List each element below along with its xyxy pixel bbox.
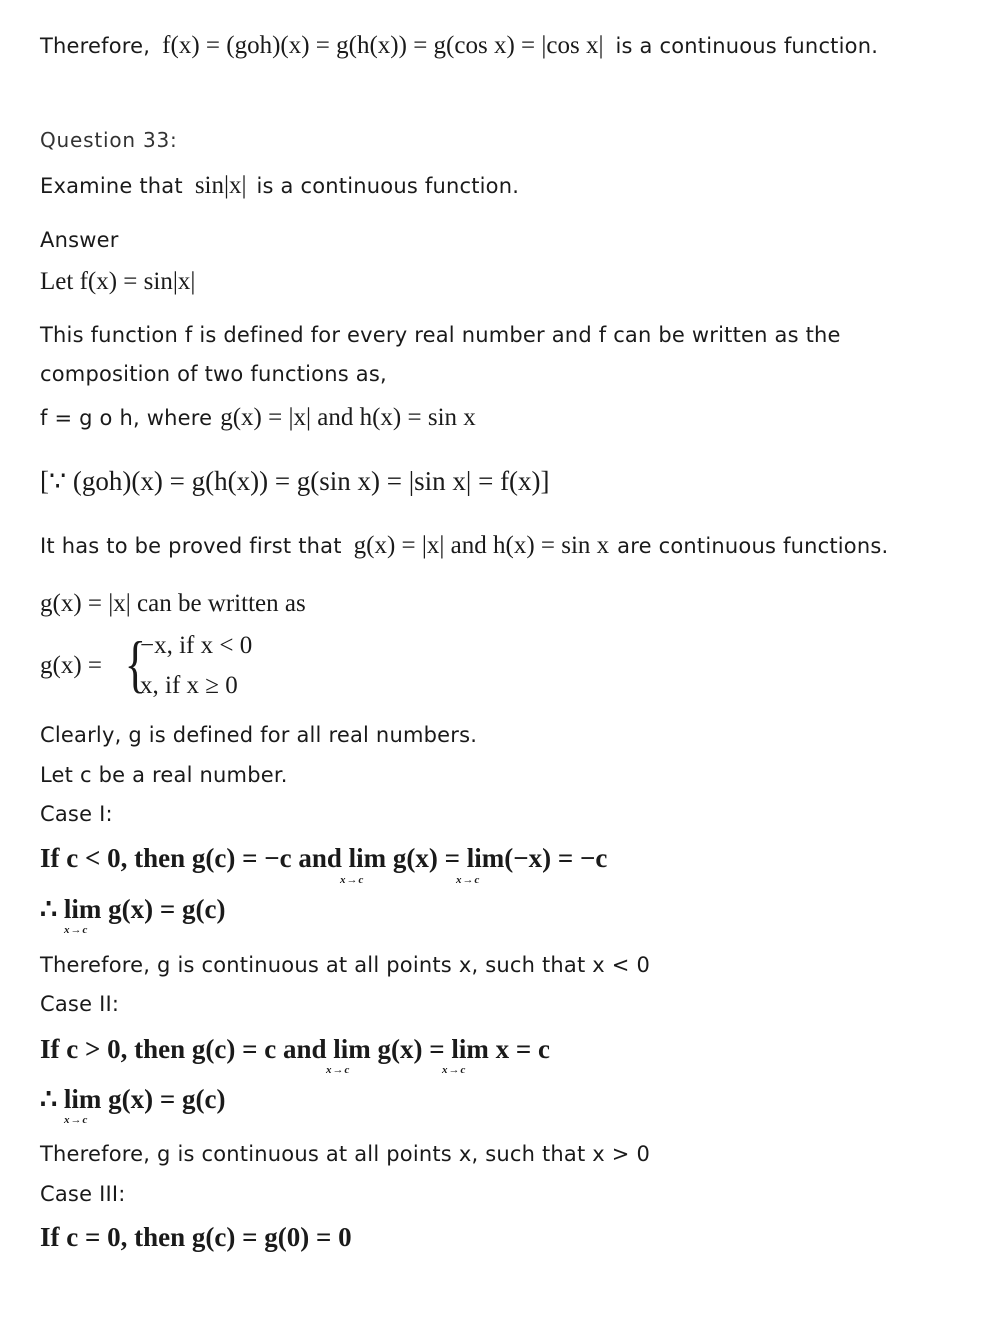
conclusion-tail: is a continuous function. [615,34,879,58]
proof-requirement-lead: It has to be proved first that [40,534,342,558]
case-1-conclusion-math: ∴ lim g(x) = g(c) [40,894,226,924]
piecewise-lhs: g(x) = [40,652,102,679]
let-f-formula: Let f(x) = sin|x| [40,268,196,295]
question-statement [40,172,519,200]
piecewise-definition [40,628,360,712]
case-1-limit-statement: If c < 0, then g(c) = −c and lim g(x) = lim(−x) = −c [40,843,608,873]
composition-proof-bracket: [∵ (goh)(x) = g(h(x)) = g(sin x) = |sin x| = f(x)] [40,466,550,496]
composition-lead: f = g o h, where [40,406,213,430]
case-1-label: Case I: [40,802,113,826]
proof-requirement-math: g(x) = |x| and h(x) = sin x [353,532,610,559]
case-1-limit-subscript-2: x→c [456,874,481,886]
proof-requirement [40,532,888,560]
proof-requirement-tail: are continuous functions. [617,534,889,558]
case-2-label: Case II: [40,992,120,1016]
question-heading: Question 33: [40,128,178,152]
question-lead: Examine that [40,174,183,198]
case-3-statement: If c = 0, then g(c) = g(0) = 0 [40,1222,352,1252]
composition-cos-formula: f(x) = (goh)(x) = g(h(x)) = g(cos x) = |cos x| [162,32,604,59]
case-2-conclusion-math: ∴ lim g(x) = g(c) [40,1084,226,1114]
piecewise-brace: { [124,628,147,699]
piecewise-case-negative: −x, if x < 0 [140,632,253,659]
answer-label: Answer [40,228,119,252]
case-3-label: Case III: [40,1182,126,1206]
conclusion-lead: Therefore, [40,34,151,58]
paragraph-line-2: composition of two functions as, [40,362,387,386]
g-rewrite-intro: g(x) = |x| can be written as [40,590,306,617]
case-2-conclusion-text: Therefore, g is continuous at all points x, such that x > 0 [40,1142,651,1166]
clearly-defined-text: Clearly, g is defined for all real numbers. [40,723,478,747]
conclusion-line-cos [40,32,878,60]
question-math: sin|x| [194,172,247,199]
case-2-limit-subscript-1: x→c [326,1064,351,1076]
case-1-limit-subscript-1: x→c [340,874,365,886]
case-2-limit-statement: If c > 0, then g(c) = c and lim g(x) = lim x = c [40,1034,550,1064]
composition-functions: g(x) = |x| and h(x) = sin x [220,404,476,431]
case-2-limit-subscript-2: x→c [442,1064,467,1076]
composition-definition [40,404,476,432]
piecewise-case-nonnegative: x, if x ≥ 0 [140,672,238,699]
case-1-conclusion-text: Therefore, g is continuous at all points x, such that x < 0 [40,953,651,977]
paragraph-line-1: This function f is defined for every real number and f can be written as the [40,323,841,347]
let-c-text: Let c be a real number. [40,763,288,787]
case-1-conclusion-subscript: x→c [64,924,89,936]
question-tail: is a continuous function. [256,174,520,198]
case-2-conclusion-subscript: x→c [64,1114,89,1126]
